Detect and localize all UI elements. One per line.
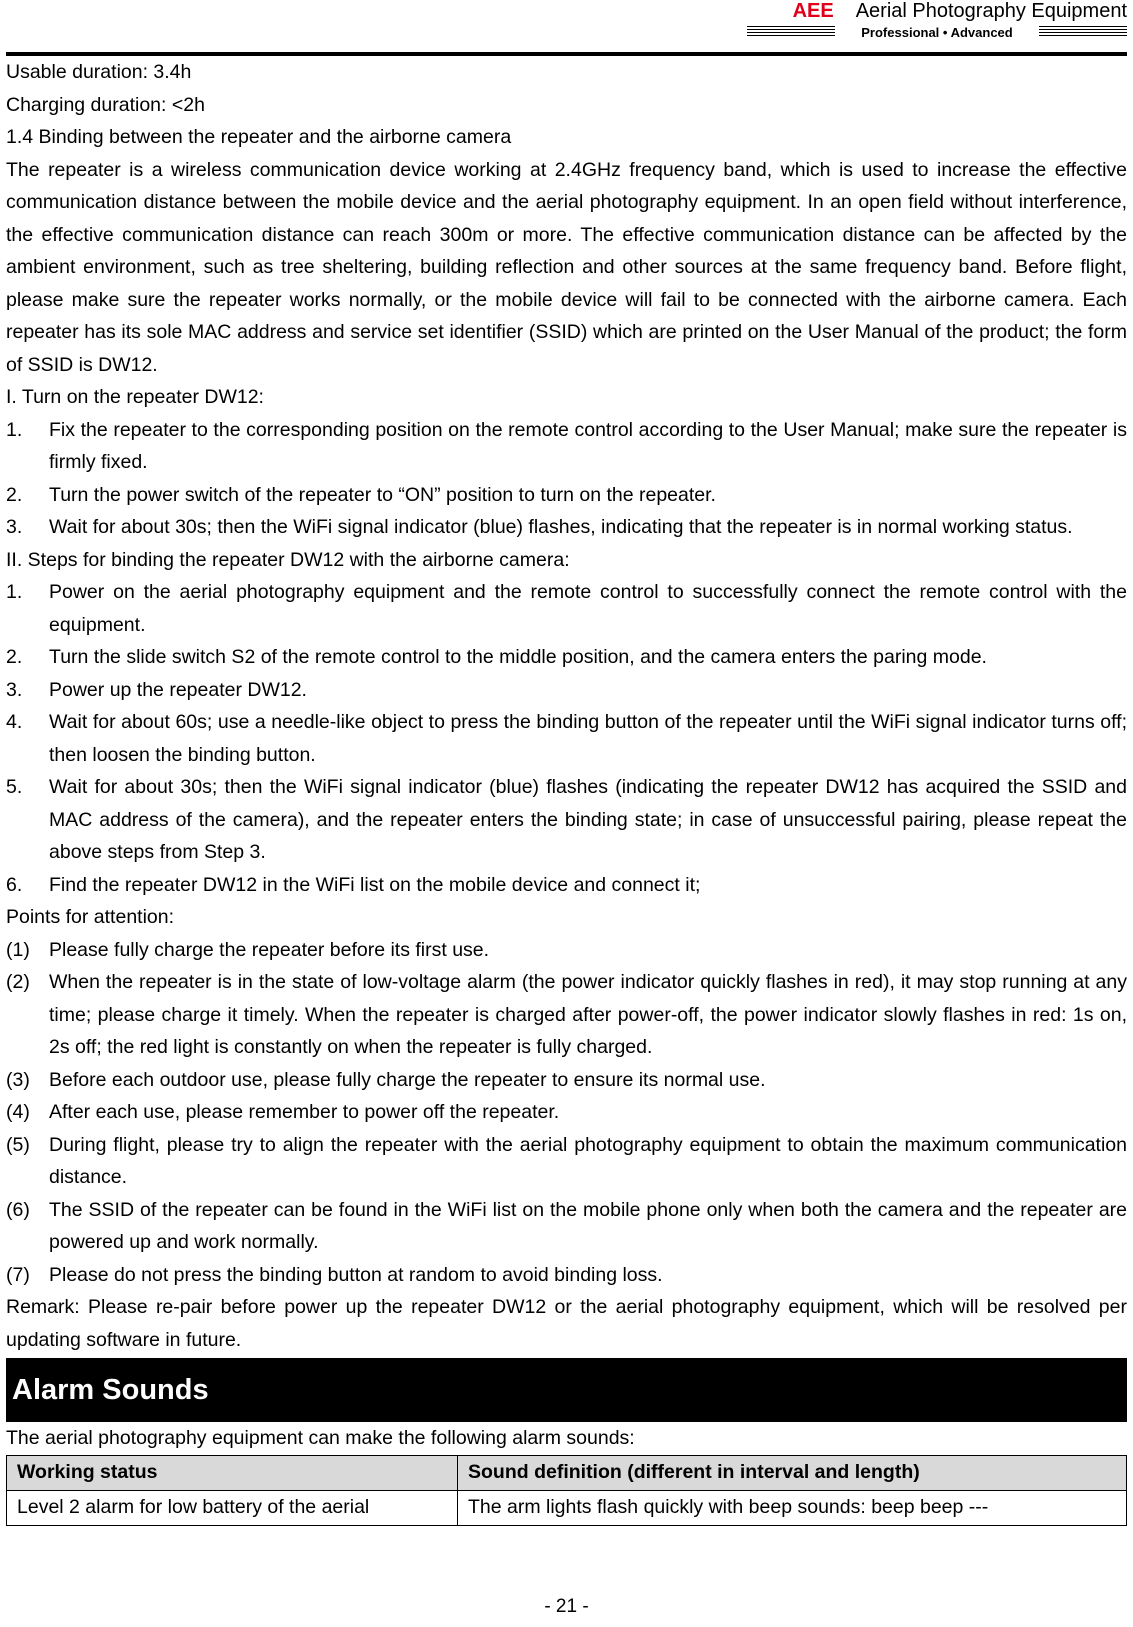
list-number: (4) [6, 1101, 30, 1123]
table-header-row [7, 1455, 1127, 1490]
list-number: (6) [6, 1198, 30, 1221]
list-number: 6. [6, 873, 23, 896]
attention-points [6, 934, 1127, 1292]
page-body [6, 56, 1127, 1356]
header-title: Aerial Photography Equipment [855, 0, 1127, 22]
section-heading: 1.4 Binding between the repeater and the airborne camera [6, 126, 512, 148]
list-item [6, 1064, 1127, 1097]
list-text: Please fully charge the repeater before its first use. [49, 938, 490, 961]
list-item [6, 479, 1127, 512]
list-item [6, 641, 1127, 674]
list-number: 1. [6, 581, 23, 603]
list-number: 4. [6, 711, 23, 733]
attention-heading: Points for attention: [6, 906, 175, 928]
brand-logo: AEE [792, 0, 834, 22]
list-text: Power up the repeater DW12. [49, 678, 307, 701]
turn-on-heading: I. Turn on the repeater DW12: [6, 386, 264, 408]
remark: Remark: Please re-pair before power up the repeater DW12 or the aerial photography equipment, which will be resolved per updating software in future. [6, 1296, 1127, 1351]
table-cell: Level 2 alarm for low battery of the aerial [7, 1490, 458, 1525]
binding-heading: II. Steps for binding the repeater DW12 with the airborne camera: [6, 548, 570, 571]
page-number: - 21 - [544, 1596, 589, 1617]
list-item [6, 1194, 1127, 1259]
list-text: Please do not press the binding button at random to avoid binding loss. [49, 1263, 663, 1286]
list-item [6, 869, 1127, 902]
list-text: Turn the power switch of the repeater to “ON” position to turn on the repeater. [49, 483, 716, 506]
list-number: (7) [6, 1263, 30, 1286]
alarm-table [6, 1455, 1127, 1526]
usable-duration: Usable duration: 3.4h [6, 61, 192, 83]
turn-on-steps [6, 414, 1127, 544]
table-header: Working status [7, 1455, 458, 1490]
list-number: (3) [6, 1068, 30, 1091]
alarm-intro: The aerial photography equipment can make the following alarm sounds: [6, 1427, 635, 1449]
intro-paragraph: The repeater is a wireless communication device working at 2.4GHz frequency band, which is used to increase the effective communication distance between the mobile device and the aerial photography equipment. In an open field without interference, the effective communication distance can reach 300m or more. The effective communication distance can be affected by the ambient environment, such as tree sheltering, building reflection and other sources at the same frequency band. Before flight, please make sure the repeater works normally, or the mobile device will fail to be connected with the airborne camera. Each repeater has its sole MAC address and service set identifier (SSID) which are printed on the User Manual of the product; the form of SSID is DW12. [6, 158, 1127, 376]
header-tagline-row [747, 24, 1127, 40]
header-brand [793, 0, 1127, 23]
header-decor-lines-left [747, 26, 835, 38]
list-number: (1) [6, 938, 30, 961]
list-number: (5) [6, 1133, 30, 1156]
list-item [6, 511, 1127, 544]
list-item [6, 1129, 1127, 1194]
list-number: 2. [6, 483, 23, 506]
binding-steps [6, 576, 1127, 901]
table-cell: The arm lights flash quickly with beep sounds: beep beep --- [458, 1490, 1127, 1525]
list-text: Wait for about 60s; use a needle-like object to press the binding button of the repeater until the WiFi signal indicator turns off; then loosen the binding button. [49, 711, 1127, 766]
list-text: Wait for about 30s; then the WiFi signal indicator (blue) flashes (indicating the repeater DW12 has acquired the SSID and MAC address of the camera), and the repeater enters the binding state; in case of unsuccessful pairing, please repeat the above steps from Step 3. [49, 776, 1127, 863]
list-text: Fix the repeater to the corresponding position on the remote control according to the User Manual; make sure the repeater is firmly fixed. [49, 418, 1127, 473]
list-item [6, 966, 1127, 1064]
list-text: Turn the slide switch S2 of the remote control to the middle position, and the camera enters the paring mode. [49, 646, 987, 668]
alarm-section-title: Alarm Sounds [6, 1358, 1127, 1422]
table-header: Sound definition (different in interval and length) [458, 1455, 1127, 1490]
list-item [6, 934, 1127, 967]
list-text: During flight, please try to align the repeater with the aerial photography equipment to obtain the maximum communication distance. [49, 1133, 1127, 1188]
list-text: Find the repeater DW12 in the WiFi list on the mobile device and connect it; [49, 873, 701, 896]
list-text: The SSID of the repeater can be found in the WiFi list on the mobile phone only when both the camera and the repeater are powered up and work normally. [49, 1198, 1127, 1253]
list-item [6, 414, 1127, 479]
list-item [6, 1096, 1127, 1129]
list-text: When the repeater is in the state of low-voltage alarm (the power indicator quickly flashes in red), it may stop running at any time; please charge it timely. When the repeater is charged after power-off, the power indicator slowly flashes in red: 1s on, 2s off; the red light is constantly on when the repeater is fully charged. [49, 971, 1127, 1058]
list-text: Power on the aerial photography equipment and the remote control to successfully connect the remote control with the equipment. [49, 581, 1127, 636]
page-header [6, 0, 1127, 56]
manual-page [6, 0, 1127, 1526]
list-item [6, 706, 1127, 771]
list-number: 3. [6, 516, 23, 538]
list-number: 2. [6, 646, 23, 668]
list-number: 5. [6, 776, 23, 798]
charging-duration: Charging duration: <2h [6, 93, 205, 116]
list-item [6, 674, 1127, 707]
header-divider [6, 52, 1127, 56]
list-item [6, 771, 1127, 869]
list-text: After each use, please remember to power off the repeater. [49, 1101, 560, 1123]
list-number: 1. [6, 418, 23, 441]
header-decor-lines-right [1039, 26, 1127, 38]
list-number: (2) [6, 971, 30, 993]
table-row [7, 1490, 1127, 1525]
list-text: Before each outdoor use, please fully charge the repeater to ensure its normal use. [49, 1068, 766, 1091]
list-text: Wait for about 30s; then the WiFi signal indicator (blue) flashes, indicating that the repeater is in normal working status. [49, 516, 1073, 538]
list-item [6, 576, 1127, 641]
header-tagline: Professional • Advanced [861, 24, 1013, 40]
list-number: 3. [6, 678, 23, 701]
list-item [6, 1259, 1127, 1292]
